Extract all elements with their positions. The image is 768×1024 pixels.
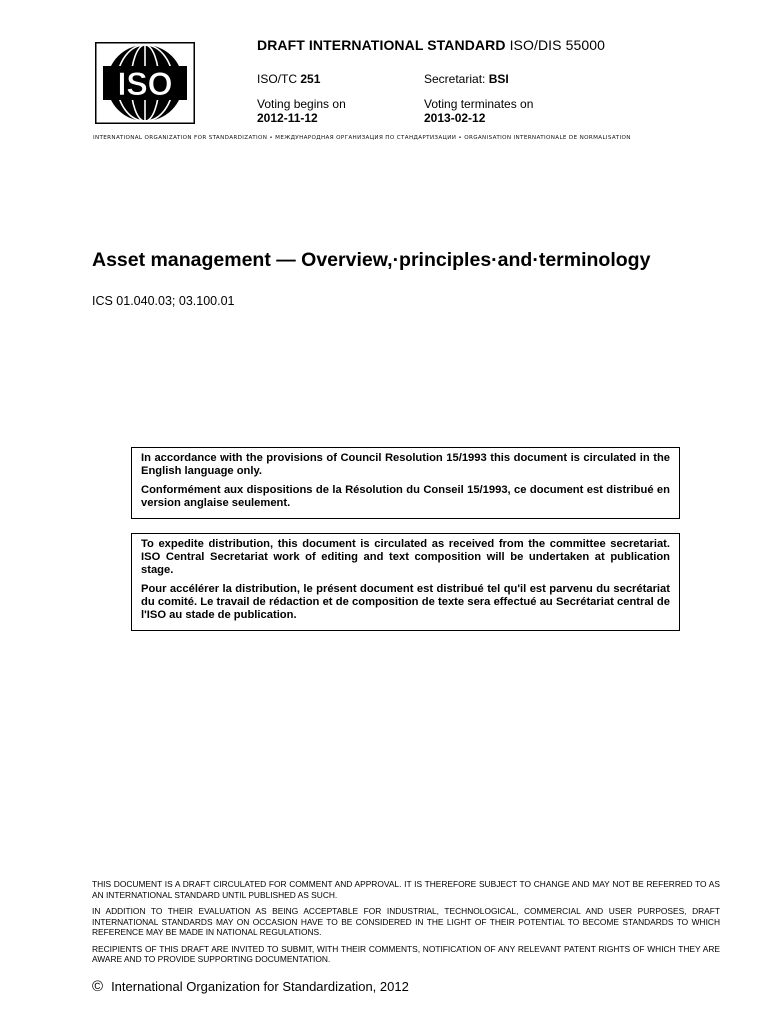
language-notice-fr: Conformément aux dispositions de la Résolution du Conseil 15/1993, ce document est distribué en version anglaise seulement. — [141, 484, 670, 509]
ics-codes: ICS 01.040.03; 03.100.01 — [92, 294, 235, 308]
draft-disclaimer — [92, 879, 720, 971]
distribution-notice-fr: Pour accélérer la distribution, le présent document est distribué tel qu'il est parvenu du secrétariat du comité. Le travail de rédaction et de composition de texte sera effectué au Secrétariat central de l'ISO au stade de publication. — [141, 583, 670, 621]
copyright-icon: © — [92, 978, 104, 995]
distribution-notice-en: To expedite distribution, this document is circulated as received from the committee secretariat. ISO Central Secretariat work of editing and text composition will be undertaken at publication stage. — [141, 538, 670, 576]
disclaimer-draft: THIS DOCUMENT IS A DRAFT CIRCULATED FOR COMMENT AND APPROVAL. IT IS THEREFORE SUBJECT TO CHANGE AND MAY NOT BE REFERRED TO AS AN INTERNATIONAL STANDARD UNTIL PUBLISHED AS SUCH. — [92, 879, 720, 900]
secretariat-value: BSI — [488, 72, 509, 86]
language-notice-en: In accordance with the provisions of Council Resolution 15/1993 this document is circulated in the English language only. — [141, 452, 670, 477]
language-notice-box — [131, 447, 680, 519]
distribution-notice-box — [131, 533, 680, 631]
copyright-line — [92, 978, 409, 995]
iso-logo — [95, 42, 195, 124]
copyright-text: International Organization for Standardization, 2012 — [111, 979, 409, 994]
disclaimer-evaluation: IN ADDITION TO THEIR EVALUATION AS BEING ACCEPTABLE FOR INDUSTRIAL, TECHNOLOGICAL, COMMERCIAL AND USER PURPOSES, DRAFT INTERNATIONAL STANDARDS MAY ON OCCASION HAVE TO BE CONSIDERED IN THE LIGHT OF THEIR POTENTIAL TO BECOME STANDARDS TO WHICH REFERENCE MAY BE MADE IN NATIONAL REGULATIONS. — [92, 906, 720, 937]
standard-type: DRAFT INTERNATIONAL STANDARD — [257, 37, 506, 53]
organization-names-line: INTERNATIONAL ORGANIZATION FOR STANDARDIZATION • МЕЖДУНАРОДНАЯ ОРГАНИЗАЦИЯ ПО СТАНДАРТИЗАЦИИ • ORGANISATION INTERNATIONALE DE NORMALISATION — [93, 135, 631, 141]
voting-begins-date: 2012-11-12 — [257, 111, 318, 125]
tc-field — [257, 72, 320, 86]
standard-heading — [257, 37, 605, 53]
tc-value: 251 — [300, 72, 321, 86]
voting-begins-label: Voting begins on — [257, 97, 346, 111]
standard-reference: ISO/DIS 55000 — [509, 37, 606, 53]
voting-terminates-label: Voting terminates on — [424, 97, 534, 111]
disclaimer-patents: RECIPIENTS OF THIS DRAFT ARE INVITED TO SUBMIT, WITH THEIR COMMENTS, NOTIFICATION OF ANY RELEVANT PATENT RIGHTS OF WHICH THEY ARE AWARE AND TO PROVIDE SUPPORTING DOCUMENTATION. — [92, 943, 720, 964]
tc-label: ISO/TC — [257, 72, 298, 86]
document-title: Asset management — Overview,·principles·and·terminology — [92, 249, 651, 271]
voting-terminates-date: 2013-02-12 — [424, 111, 486, 125]
iso-logo-text: ISO — [117, 66, 173, 102]
secretariat-label: Secretariat: — [424, 72, 486, 86]
secretariat-field — [424, 72, 509, 86]
